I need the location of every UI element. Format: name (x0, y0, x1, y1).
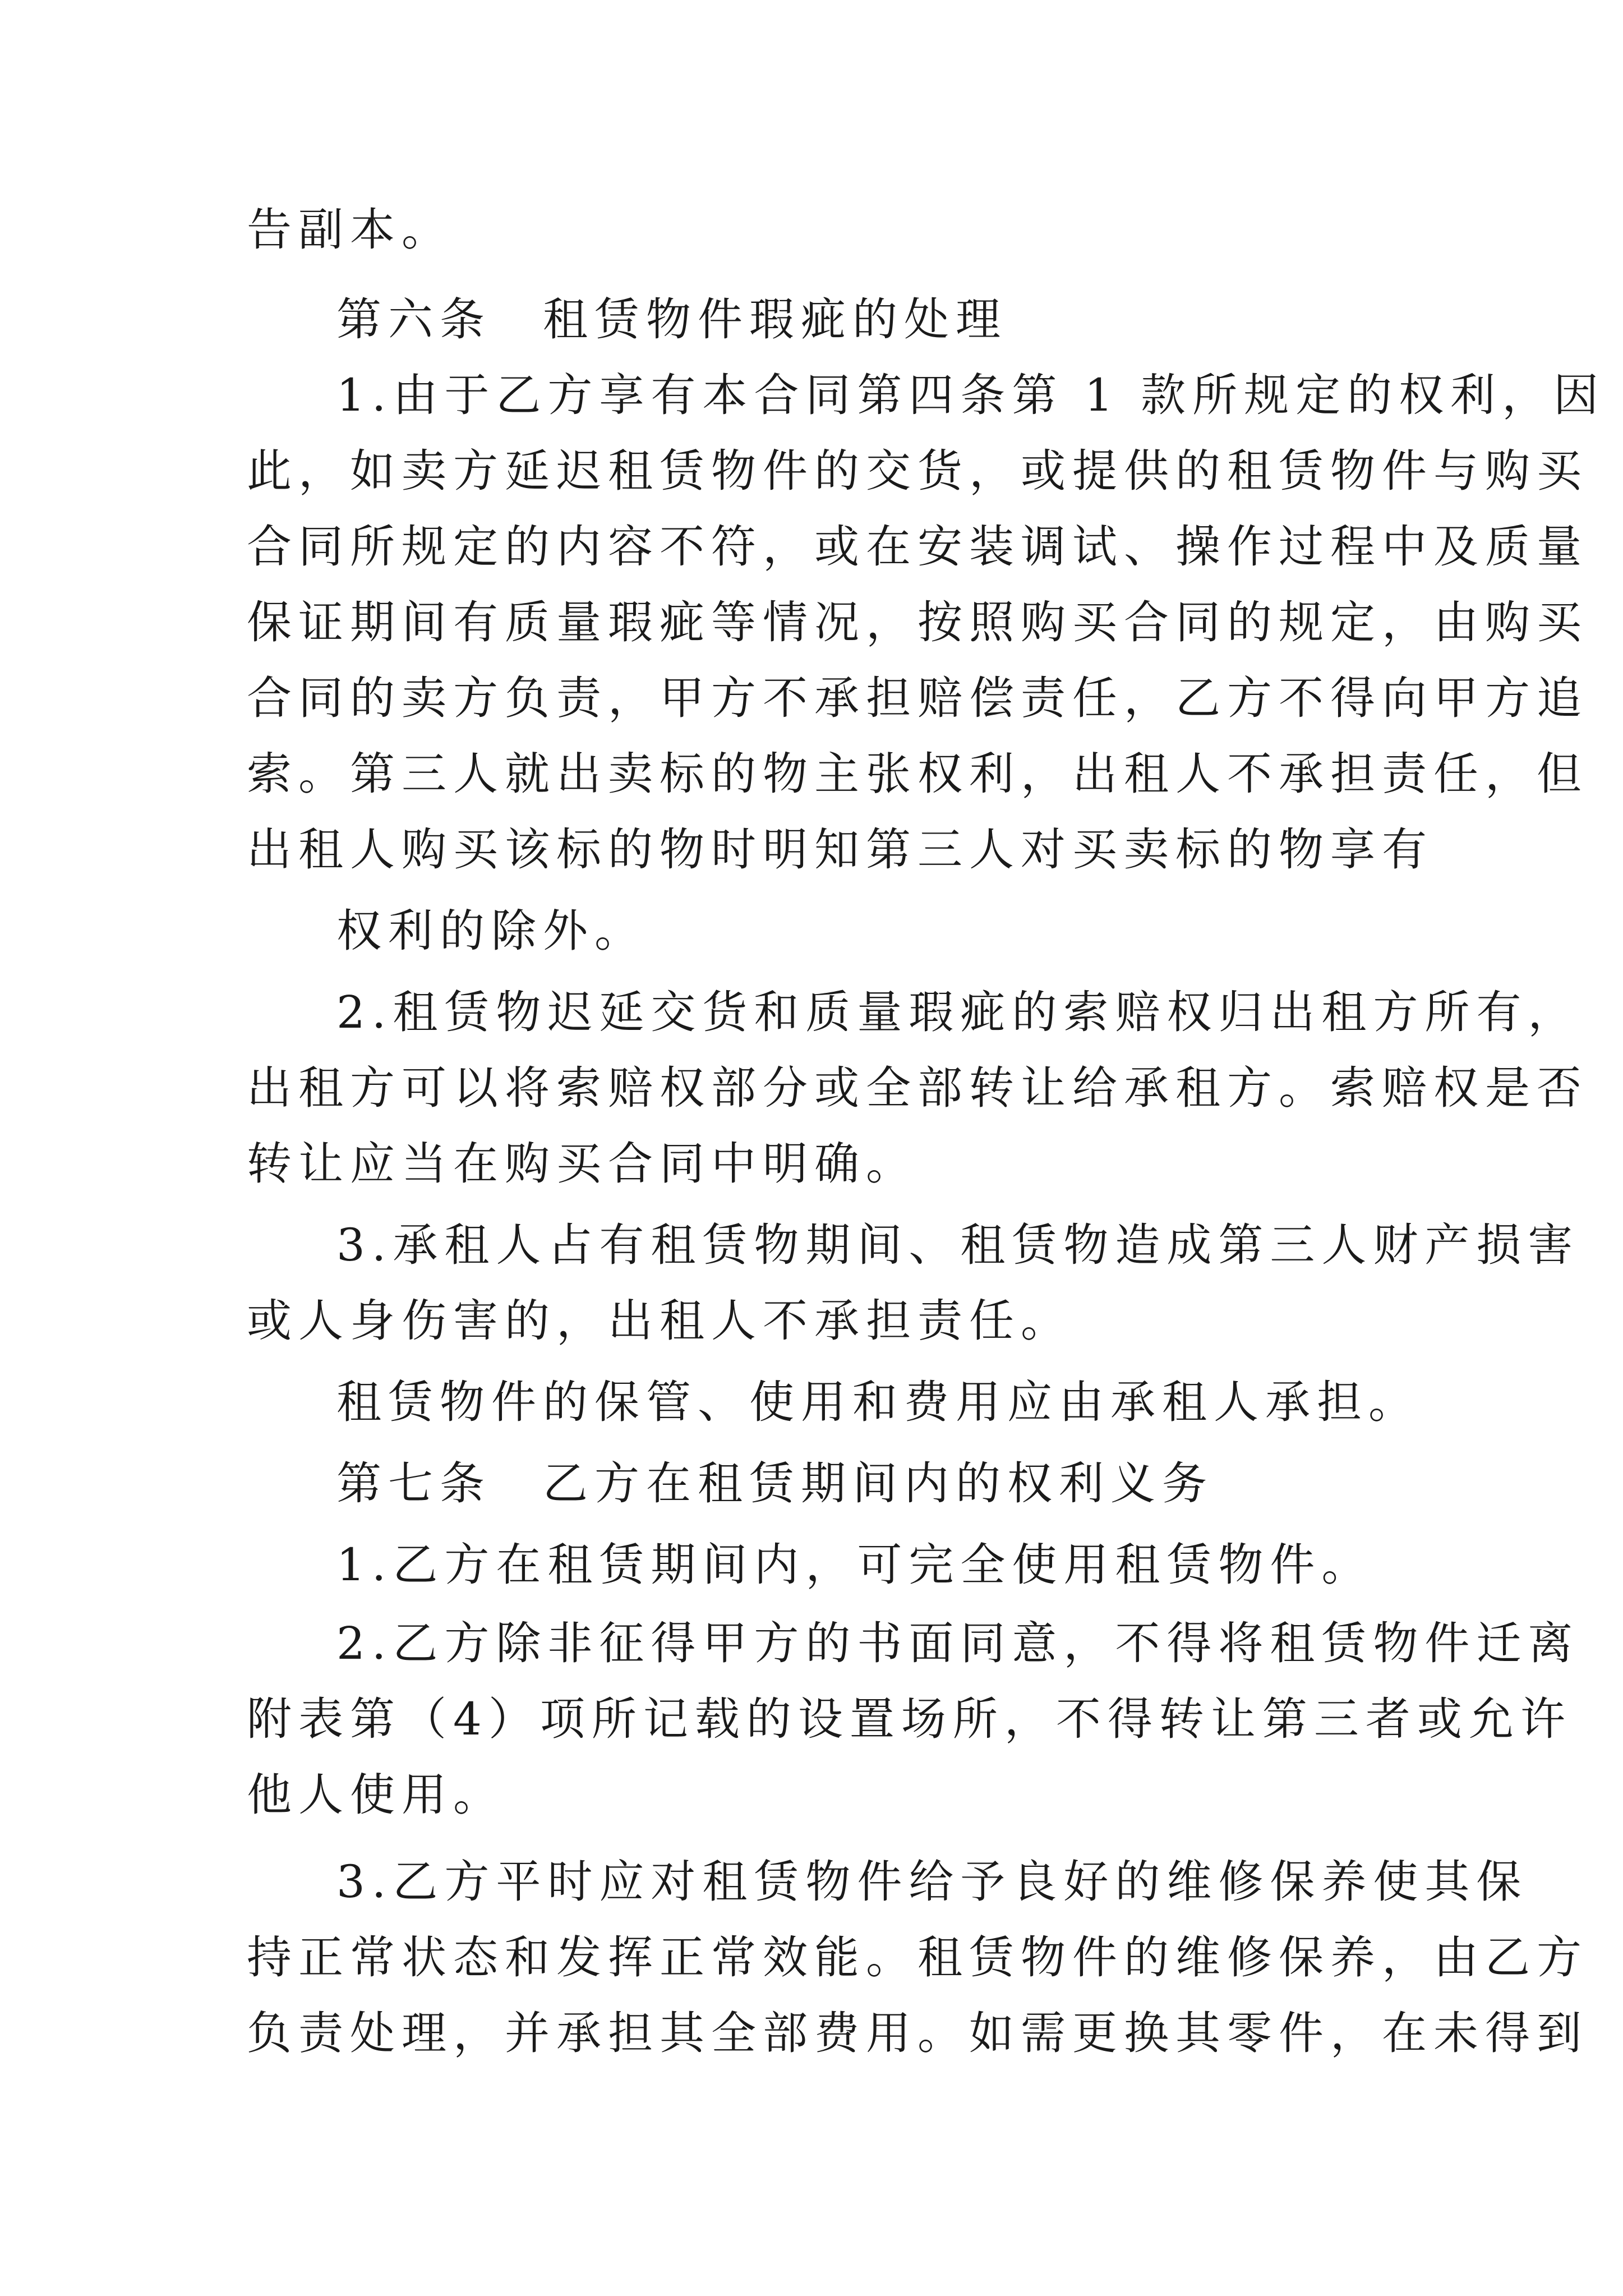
text-line-10: 权利的除外。 (336, 905, 646, 957)
text-line-7: 合同的卖方负责，甲方不承担赔偿责任，乙方不得向甲方追 (247, 672, 1588, 724)
text-line-16: 租赁物件的保管、使用和费用应由承租人承担。 (336, 1376, 1420, 1428)
text-line-8: 索。第三人就出卖标的物主张权利，出租人不承担责任，但 (247, 748, 1588, 800)
article-6-heading: 第六条 租赁物件瑕疵的处理 (336, 293, 1007, 346)
text-line-19: 2.乙方除非征得甲方的书面同意，不得将租赁物件迁离 (336, 1617, 1580, 1669)
text-line-1: 告副本。 (247, 204, 453, 256)
text-line-18: 1.乙方在租赁期间内，可完全使用租赁物件。 (336, 1539, 1373, 1591)
text-line-21: 他人使用。 (247, 1769, 505, 1821)
text-line-22: 3.乙方平时应对租赁物件给予良好的维修保养使其保 (336, 1856, 1528, 1908)
text-line-5: 合同所规定的内容不符，或在安装调试、操作过程中及质量 (247, 521, 1588, 573)
text-line-6: 保证期间有质量瑕疵等情况，按照购买合同的规定，由购买 (247, 596, 1588, 648)
text-line-24: 负责处理，并承担其全部费用。如需更换其零件，在未得到 (247, 2007, 1588, 2059)
text-line-23: 持正常状态和发挥正常效能。租赁物件的维修保养，由乙方 (247, 1931, 1588, 1984)
text-line-20: 附表第（4）项所记载的设置场所，不得转让第三者或允许 (247, 1693, 1572, 1745)
text-line-13: 转让应当在购买合同中明确。 (247, 1138, 917, 1190)
text-line-9: 出租人购买该标的物时明知第三人对买卖标的物享有 (247, 823, 1433, 876)
text-line-3: 1.由于乙方享有本合同第四条第 1 款所规定的权利，因 (336, 369, 1606, 421)
article-7-heading: 第七条 乙方在租赁期间内的权利义务 (336, 1457, 1214, 1510)
text-line-14: 3.承租人占有租赁物期间、租赁物造成第三人财产损害 (336, 1219, 1580, 1271)
text-line-15: 或人身伤害的，出租人不承担责任。 (247, 1295, 1072, 1347)
text-line-4: 此，如卖方延迟租赁物件的交货，或提供的租赁物件与购买 (247, 445, 1588, 497)
text-line-11: 2.租赁物迟延交货和质量瑕疵的索赔权归出租方所有， (336, 986, 1580, 1038)
text-line-12: 出租方可以将索赔权部分或全部转让给承租方。索赔权是否 (247, 1062, 1588, 1114)
